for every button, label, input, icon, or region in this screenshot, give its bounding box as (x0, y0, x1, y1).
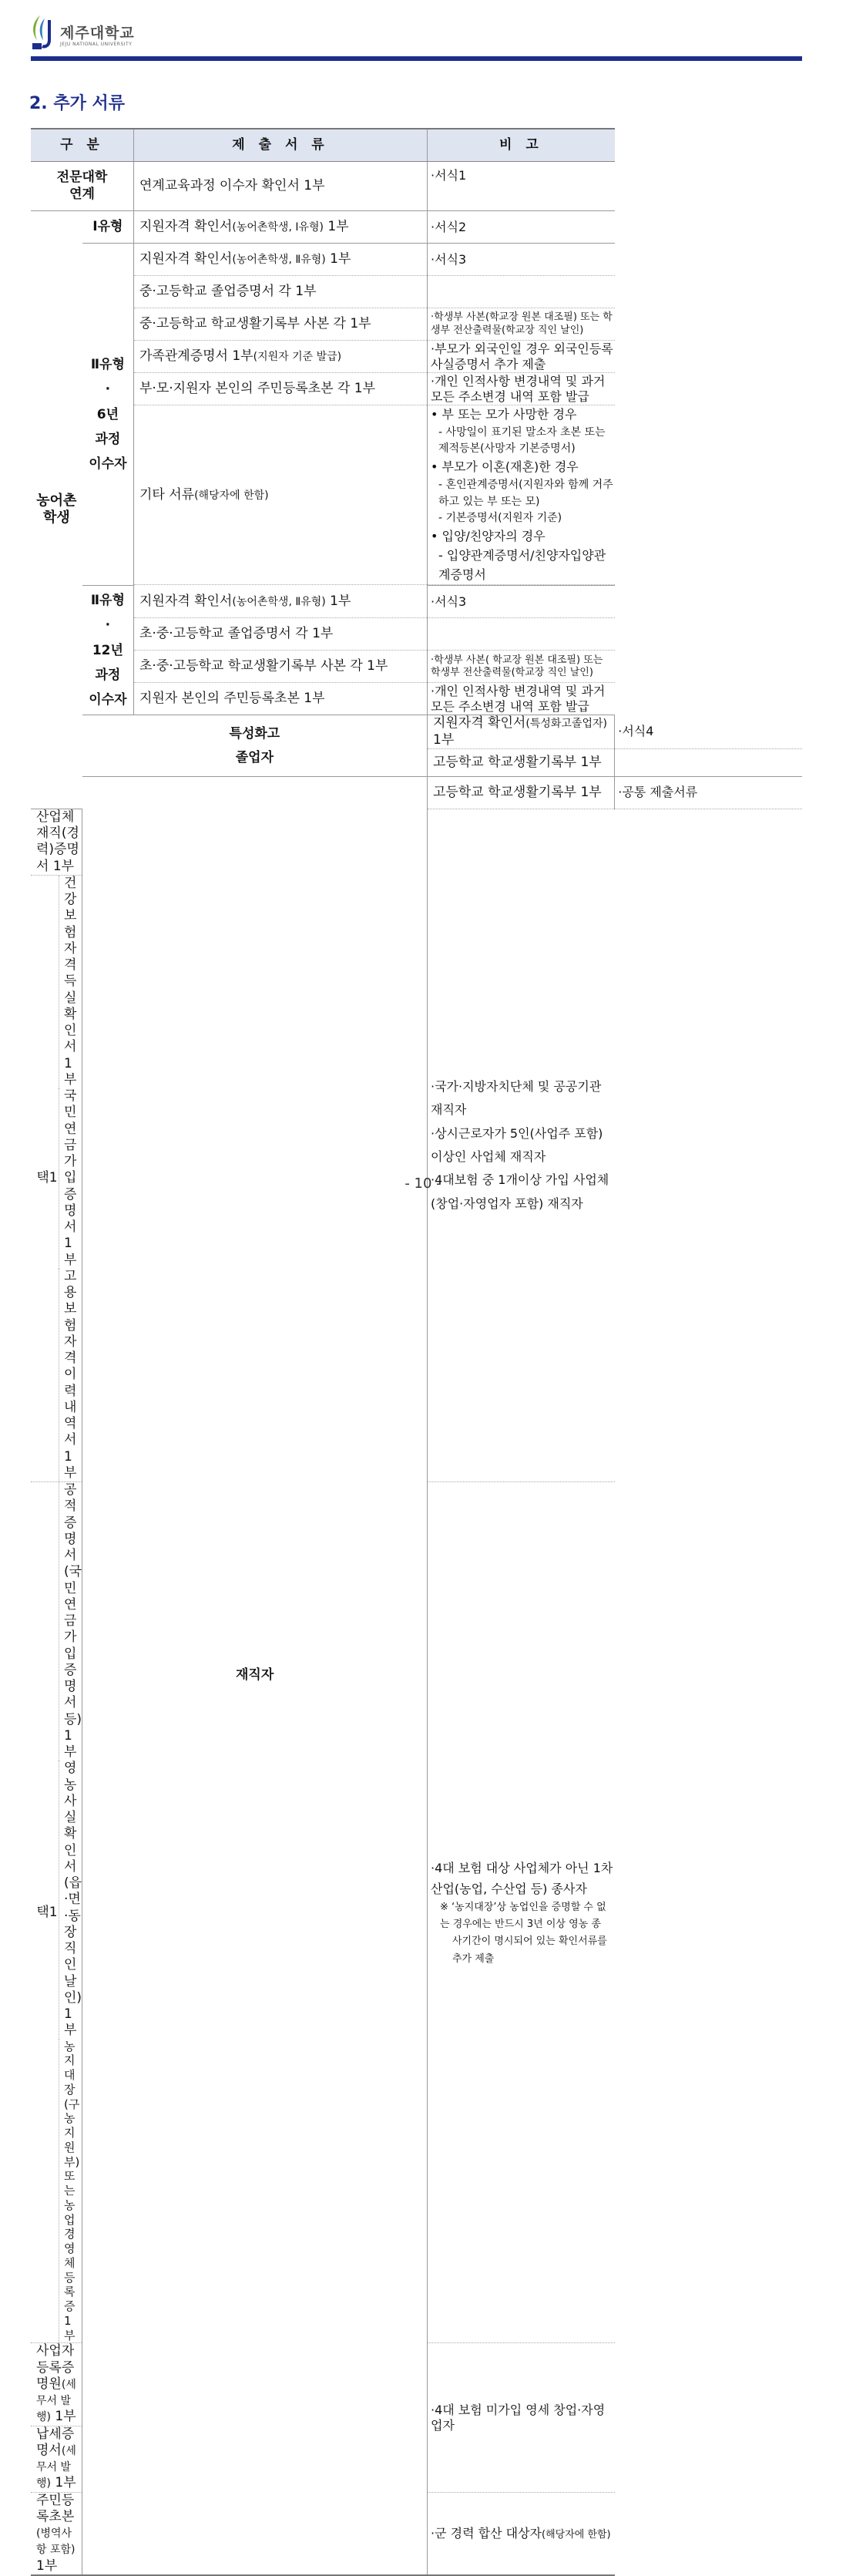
remark-cell (428, 618, 615, 651)
logo-subtext: JEJU NATIONAL UNIVERSITY (60, 42, 133, 47)
remark-item: - 혼인관계증명서(지원자와 함께 거주하고 있는 부 또는 모) (438, 478, 613, 508)
remark-list (428, 405, 615, 585)
document-option: 고용보험자격이력내역서 1부 (64, 1268, 77, 1481)
document-cell: 지원자격 확인서(농어촌학생, Ⅱ유형) 1부 (134, 586, 428, 618)
remark-item: • 부 또는 모가 사망한 경우 (431, 407, 577, 422)
table-row (31, 244, 802, 276)
document-option: 국민연금가입증명서 1부 (64, 1088, 77, 1268)
university-emblem-icon (29, 12, 55, 52)
table-row (31, 276, 802, 308)
remark-cell: ·개인 인적사항 변경내역 및 과거 모든 주소변경 내역 포함 발급 (428, 373, 615, 405)
document-group (31, 1482, 82, 2343)
document-cell: 기타 서류(해당자에 한함) (134, 405, 428, 585)
remark-item: • 입양/친양자의 경우 (431, 529, 546, 544)
pick-one-group (31, 1482, 82, 2342)
table-row (31, 341, 802, 373)
remark-item: • 부모가 이혼(재혼)한 경우 (431, 459, 579, 475)
category-cell: 재직자 (82, 776, 428, 2575)
document-cell: 지원자격 확인서(특성화고졸업자) 1부 (428, 715, 615, 749)
section-title: 2. 추가 서류 (29, 94, 125, 113)
document-cell: 지원자 본인의 주민등록초본 1부 (134, 683, 428, 715)
remark-cell (615, 748, 802, 776)
document-cell: 사업자등록증명원(세무서 발행) 1부 (31, 2343, 82, 2426)
remark-cell: ·부모가 외국인일 경우 외국인등록사실증명서 추가 제출 (428, 341, 615, 373)
remark-cell: ·서식4 (615, 715, 802, 749)
document-cell: 납세증명서(세무서 발행) 1부 (31, 2426, 82, 2492)
table-header-row (31, 129, 802, 162)
document-option: 공적증명서(국민연금가입증명서 등) 1부 (64, 1482, 82, 1760)
table-row (31, 618, 802, 651)
document-option: 건강보험자격득실확인서 1부 (64, 875, 77, 1088)
document-option: 영농사실 확인서(읍·면·동장 직인 날인) 1부 (64, 1760, 82, 2039)
table-row (31, 405, 802, 585)
category-cell: 전문대학 연계 (31, 162, 134, 211)
remark-list (428, 1482, 615, 2343)
remark-item: 사기간이 명시되어 있는 확인서류를 추가 제출 (452, 1935, 607, 1965)
remark-cell: ·서식3 (428, 586, 615, 618)
header-bar (31, 56, 802, 61)
remark-cell: ·군 경력 합산 대상자(해당자에 한함) (428, 2492, 615, 2575)
category-cell: 특성화고 졸업자 (82, 715, 428, 777)
document-cell: 주민등록초본(병역사항 포함) 1부 (31, 2492, 82, 2575)
document-cell: 고등학교 학교생활기록부 1부 (428, 776, 615, 809)
remark-cell: ·4대 보험 미가입 영세 창업·자영업자 (428, 2343, 615, 2492)
pick-one-label: 택1 (31, 876, 59, 1481)
document-cell: 고등학교 학교생활기록부 1부 (428, 748, 615, 776)
logo-text: 제주대학교 (60, 25, 135, 42)
page-number: - 10 - (405, 1175, 441, 1192)
document-cell: 부·모·지원자 본인의 주민등록초본 각 1부 (134, 373, 428, 405)
remark-item: ·4대보험 중 1개이상 가입 사업체(창업·자영업자 포함) 재직자 (431, 1172, 609, 1211)
table-row (31, 162, 802, 211)
document-cell: 지원자격 확인서(농어촌학생, Ⅱ유형) 1부 (134, 244, 428, 276)
remark-cell: ·서식1 (428, 162, 615, 211)
remark-cell: ·학생부 사본(학교장 원본 대조필) 또는 학생부 전산출력물(학교장 직인 날인) (428, 308, 615, 341)
table-row (31, 651, 802, 683)
pick-one-label: 택1 (31, 1482, 59, 2342)
category-cell: 농어촌 학생 (31, 211, 82, 809)
document-cell: 지원자격 확인서(농어촌학생, Ⅰ유형) 1부 (134, 211, 428, 244)
documents-table (31, 128, 802, 2576)
table-row (31, 308, 802, 341)
remark-item: - 기본증명서(지원자 기준) (438, 512, 562, 525)
remark-item: - 사망일이 표기된 말소자 초본 또는 제적등본(사망자 기본증명서) (438, 425, 606, 456)
column-header-category: 구 분 (31, 129, 134, 162)
remark-item: ·4대 보험 대상 사업체가 아닌 1차 산업(농업, 수산업 등) 종사자 (431, 1860, 613, 1897)
table-row (31, 586, 802, 618)
remark-cell: ·서식2 (428, 211, 615, 244)
remark-cell (428, 276, 615, 308)
column-header-documents: 제 출 서 류 (134, 129, 428, 162)
document-cell: 산업체 재직(경력)증명서 1부 (31, 809, 82, 875)
remark-cell: ·서식3 (428, 244, 615, 276)
table-row (31, 715, 802, 749)
table-row (31, 776, 802, 809)
remark-list (428, 809, 615, 1481)
remark-item: ·상시근로자가 5인(사업주 포함) 이상인 사업체 재직자 (431, 1125, 603, 1165)
table-row (31, 211, 802, 244)
document-option: 농지대장(구 농지원부) 또는 농업경영체등록증 1부 (64, 2039, 80, 2342)
remark-cell: ·학생부 사본( 학교장 원본 대조필) 또는 학생부 전산출력물(학교장 직인 날인) (428, 651, 615, 683)
remark-cell: ·공통 제출서류 (615, 776, 802, 809)
document-cell: 중·고등학교 학교생활기록부 사본 각 1부 (134, 308, 428, 341)
subcategory-cell: Ⅰ유형 (82, 211, 134, 244)
remark-item: - 입양관계증명서/친양자입양관계증명서 (438, 547, 606, 582)
document-cell: 중·고등학교 졸업증명서 각 1부 (134, 276, 428, 308)
document-cell: 초·중·고등학교 졸업증명서 각 1부 (134, 618, 428, 651)
document-cell: 연계교육과정 이수자 확인서 1부 (134, 162, 428, 211)
subcategory-cell: Ⅱ유형 · 12년 과정 이수자 (82, 586, 134, 715)
column-header-remarks: 비 고 (428, 129, 615, 162)
document-cell: 초·중·고등학교 학교생활기록부 사본 각 1부 (134, 651, 428, 683)
university-logo (29, 12, 145, 54)
remark-cell: ·개인 인적사항 변경내역 및 과거 모든 주소변경 내역 포함 발급 (428, 683, 615, 715)
table-row (31, 373, 802, 405)
remark-item: ·국가·지방자치단체 및 공공기관 재직자 (431, 1078, 602, 1118)
subcategory-cell: Ⅱ유형 · 6년 과정 이수자 (82, 244, 134, 586)
table-row (31, 683, 802, 715)
document-cell: 가족관계증명서 1부(지원자 기준 발급) (134, 341, 428, 373)
remark-item: ※ ‘농지대장’상 농업인을 증명할 수 없는 경우에는 반드시 3년 이상 영농 종 (440, 1902, 606, 1931)
